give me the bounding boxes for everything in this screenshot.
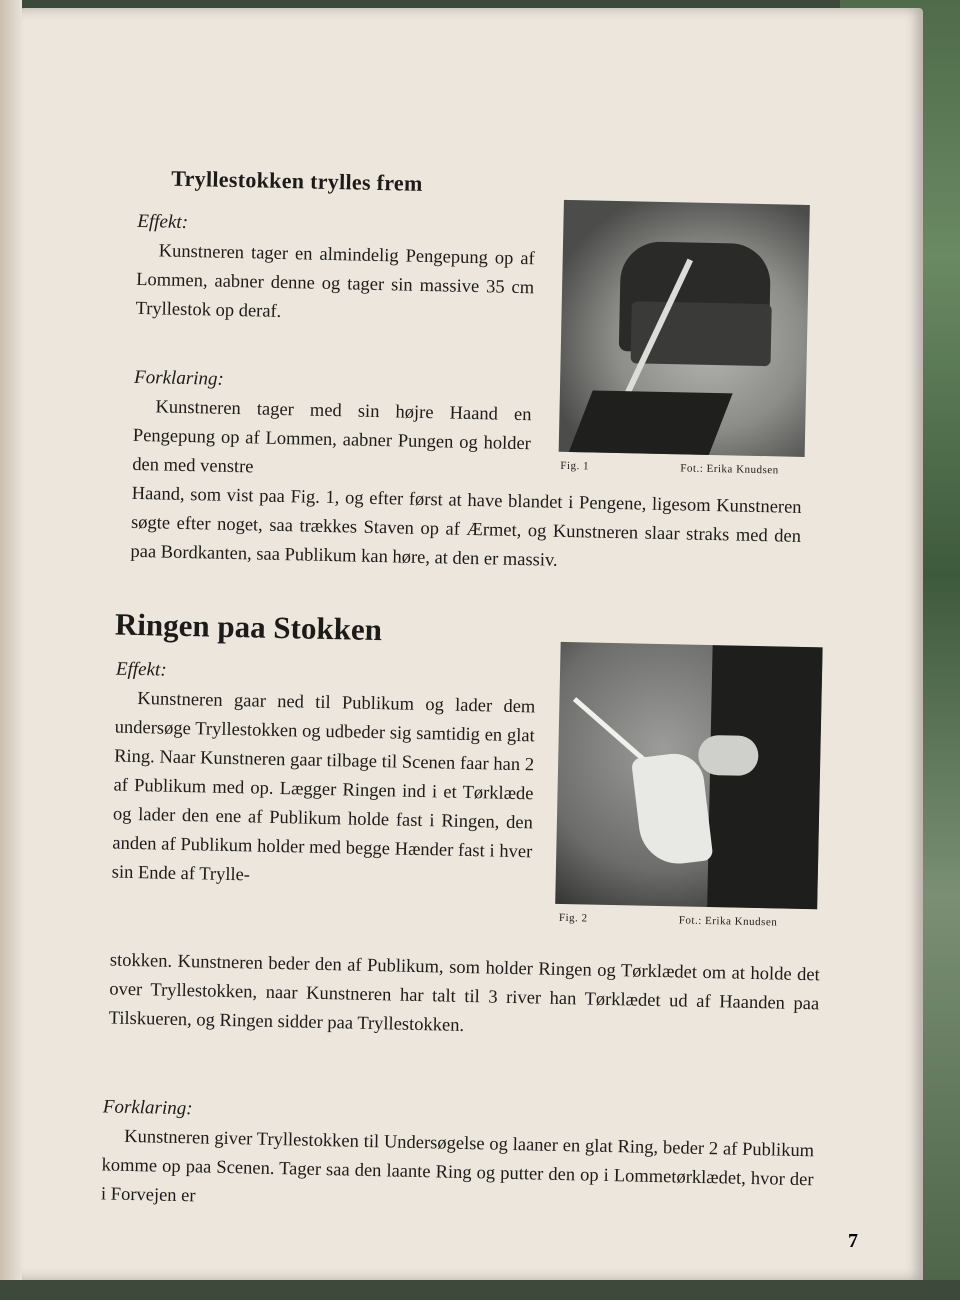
section2-effekt-text-top: Kunstneren gaar ned til Publikum og lader dem undersøge Tryllestokken og udbeder sig samtidig en glat Ring. Naar Kunstneren gaar tilbage til Scenen faar han 2 af Publikum med op. Lægger Ringen ind i et Tørklæde og lader den ene af Publikum holde fast i Ringen, den anden af Publikum holder med begge Hænder fast i hver sin Ende af Trylle- [111, 689, 536, 886]
section1-forklaring-label: Forklaring: [133, 366, 225, 390]
handkerchief-shape [631, 750, 714, 868]
figure-2-credit: Fot.: Erika Knudsen [678, 914, 778, 929]
page-number: 7 [848, 1230, 858, 1252]
section1-forklaring-text-bottom: Haand, som vist paa Fig. 1, og efter først at have blandet i Pengene, ligesom Kunstneren søgte efter noget, saa trækkes Staven op af Ærmet, og Kunstneren slaar straks med den paa Bordkanten, saa Publikum kan høre, at den er massiv. [130, 483, 802, 571]
figure-1-label: Fig. 1 [560, 459, 590, 473]
dark-background-shape [707, 645, 822, 909]
section2-forklaring-label: Forklaring: [102, 1096, 193, 1120]
figure-1-credit: Fot.: Erika Knudsen [680, 462, 779, 477]
section2-effekt-text-bottom: stokken. Kunstneren beder den af Publikum, som holder Ringen og Tørklædet om at holde det over Tryllestokken, naar Kunstneren har talt til 3 river han Tørklædet ud af Haanden paa Tilskueren, og Ringen sidder paa Tryllestokken. [108, 950, 820, 1036]
section2-forklaring-text: Kunstneren giver Tryllestokken til Undersøgelse og laaner en glat Ring, beder 2 af Publikum komme op paa Scenen. Tager saa den laante Ring og putter den op i Lommetørklædet, hvor der i Forvejen er [100, 1126, 815, 1207]
section2-effekt-label: Effekt: [115, 658, 167, 681]
figure-2-label: Fig. 2 [558, 911, 588, 925]
section1-title: Tryllestokken trylles frem [171, 165, 423, 196]
section1-forklaring-text-top: Kunstneren tager med sin højre Haand en Pengepung op af Lommen, aabner Pungen og holder den med venstre [132, 397, 532, 478]
section1-effekt-label: Effekt: [137, 210, 189, 233]
section2-title: Ringen paa Stokken [114, 606, 383, 648]
hand-shape [698, 735, 759, 776]
section1-effekt-text: Kunstneren tager en almindelig Pengepung op af Lommen, aabner denne og tager sin massive 35 cm Tryllestok op deraf. [135, 241, 535, 322]
figure-1-photo [559, 200, 810, 457]
figure-2-photo [555, 642, 822, 909]
sleeve-shape [566, 390, 733, 456]
